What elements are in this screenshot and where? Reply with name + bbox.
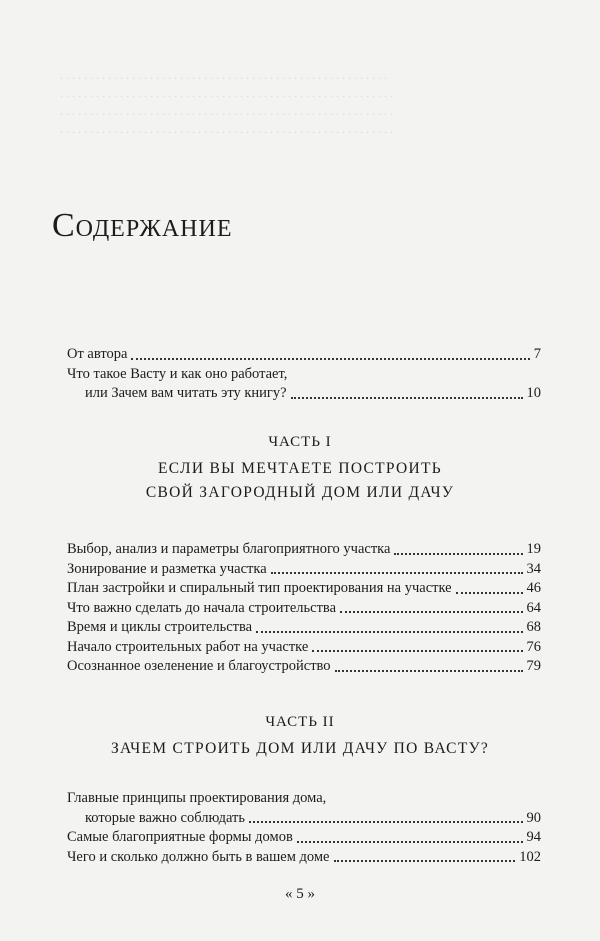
- toc-entry-continued[interactable]: [67, 809, 541, 829]
- dot-leader: [394, 553, 522, 555]
- toc-entry-title-cont: которые важно соблюдать: [85, 809, 245, 826]
- dot-leader: [291, 397, 523, 399]
- toc-entry-page: 76: [526, 638, 541, 655]
- toc-entry[interactable]: [67, 618, 541, 638]
- dot-leader: [334, 860, 516, 862]
- part-1-header: [0, 434, 600, 505]
- toc-entry[interactable]: [67, 365, 541, 385]
- intro-entries: [67, 345, 541, 404]
- toc-entry-page: 68: [526, 619, 541, 635]
- dot-leader: [256, 631, 522, 633]
- part-1-title-line2: СВОЙ ЗАГОРОДНЫЙ ДОМ ИЛИ ДАЧУ: [145, 484, 455, 501]
- toc-entry-title: Главные принципы проектирования дома,: [67, 790, 327, 806]
- toc-entry-page: 19: [526, 541, 541, 557]
- toc-entry-title: Начало строительных работ на участке: [67, 638, 309, 655]
- toc-entry-title: Что важно сделать до начала строительства: [67, 599, 337, 616]
- show-through-top: . . . . . . . . . . . . . . . . . . . . . . . . . . . . . . . . . . . . . . . . . . . . . . . . . . . . . . . . . . . . . . . . . . . . . . . . . . . . . . . . . . . . . . . . . . . . . . . . . . . . . . . . . . . . . . . . . . . . . . . . . . . . . . . . . . . . . . . . . . . . . . . . . . . . . . . . . . . . . . . . . . . . . . . . . . . . . . . . . . . . . . . . . . . . . . . . . . . . . . . . . . . . . . . . . . . . . . . . . . . . . . .: [60, 68, 393, 136]
- toc-entry-continued[interactable]: [67, 384, 541, 404]
- toc-entry[interactable]: [67, 828, 541, 848]
- toc-entry[interactable]: [67, 638, 541, 658]
- toc-entry-title: Зонирование и разметка участка: [67, 560, 267, 577]
- toc-entry-page: 7: [533, 346, 541, 362]
- toc-entry-page: 79: [526, 658, 541, 674]
- toc-entry[interactable]: [67, 579, 541, 599]
- toc-entry-title: Самые благоприятные формы домов: [67, 829, 293, 845]
- toc-entry[interactable]: [67, 789, 541, 809]
- toc-entry[interactable]: [67, 540, 541, 560]
- part-1-title-line1: ЕСЛИ ВЫ МЕЧТАЕТЕ ПОСТРОИТЬ: [158, 460, 442, 477]
- dot-leader: [335, 670, 523, 672]
- toc-entry-title: Выбор, анализ и параметры благоприятного участка: [67, 541, 391, 557]
- toc-entry-page: 64: [526, 599, 541, 616]
- page-number: « 5 »: [285, 886, 315, 902]
- toc-entry-page: 94: [526, 829, 541, 845]
- toc-entry[interactable]: [67, 848, 541, 868]
- toc-entry[interactable]: [67, 345, 541, 365]
- part-1-label: ЧАСТЬ I: [268, 434, 332, 450]
- part-2-title: ЗАЧЕМ СТРОИТЬ ДОМ ИЛИ ДАЧУ ПО ВАСТУ?: [110, 740, 490, 757]
- toc-entry[interactable]: [67, 657, 541, 677]
- toc-entry[interactable]: [67, 599, 541, 619]
- toc-entry[interactable]: [67, 560, 541, 580]
- dot-leader: [131, 358, 529, 360]
- part-1-entries: [67, 540, 541, 677]
- part-2-header: [0, 714, 600, 761]
- toc-entry-page: 90: [526, 809, 541, 826]
- toc-entry-title: Время и циклы строительства: [67, 619, 253, 635]
- dot-leader: [271, 572, 523, 574]
- toc-entry-page: 10: [526, 385, 541, 401]
- dot-leader: [312, 650, 522, 652]
- toc-entry-page: 46: [526, 580, 541, 596]
- toc-entry-title: План застройки и спиральный тип проектирования на участке: [67, 580, 452, 596]
- toc-entry-title-cont: или Зачем вам читать эту книгу?: [85, 385, 287, 401]
- dot-leader: [297, 841, 523, 843]
- dot-leader: [456, 592, 523, 594]
- part-2-label: ЧАСТЬ II: [265, 714, 335, 730]
- toc-entry-page: 34: [526, 560, 541, 577]
- toc-entry-title: Чего и сколько должно быть в вашем доме: [67, 848, 330, 865]
- dot-leader: [340, 611, 522, 613]
- page-heading: Содержание: [52, 207, 233, 244]
- toc-entry-title: Что такое Васту и как оно работает,: [67, 365, 288, 382]
- toc-entry-title: Осознанное озеленение и благоустройство: [67, 658, 331, 674]
- toc-entry-page: 102: [519, 848, 541, 865]
- part-2-entries: [67, 789, 541, 867]
- toc-entry-title: От автора: [67, 346, 128, 362]
- dot-leader: [249, 821, 523, 823]
